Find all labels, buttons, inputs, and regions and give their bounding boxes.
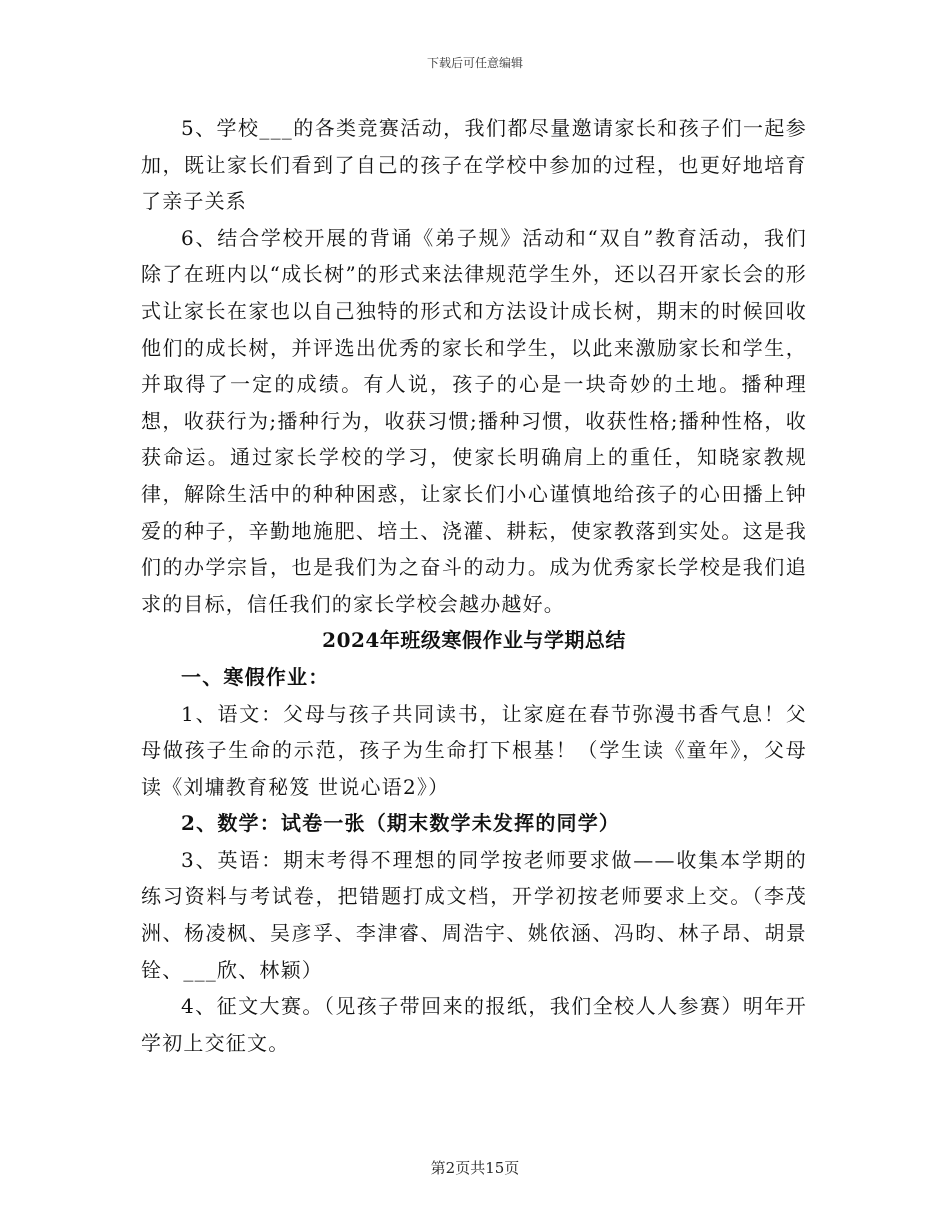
homework-item-math: 2、数学：试卷一张（期末数学未发挥的同学）	[181, 811, 621, 836]
homework-item-essay: 4、征文大赛。（见孩子带回来的报纸，我们全校人人参赛）明年开学初上交征文。	[141, 994, 807, 1055]
page-header-note: 下载后可任意编辑	[426, 56, 523, 70]
section-subheading: 一、寒假作业：	[181, 664, 330, 689]
section-title: 2024年班级寒假作业与学期总结	[322, 628, 626, 653]
homework-item-chinese: 1、语文：父母与孩子共同读书，让家庭在春节弥漫书香气息！父母做孩子生命的示范，孩子为生命打下根基！（学生读《童年》，父母读《刘墉教育秘笈 世说心语2》）	[141, 701, 807, 799]
paragraph-item-5: 5、学校___的各类竞赛活动，我们都尽量邀请家长和孩子们一起参加，既让家长们看到了自己的孩子在学校中参加的过程，也更好地培育了亲子关系	[141, 116, 807, 214]
page-number: 第2页共15页	[430, 1159, 520, 1177]
homework-item-english: 3、英语：期末考得不理想的同学按老师要求做——收集本学期的练习资料与考试卷，把错题打成文档，开学初按老师要求上交。（李茂洲、杨凌枫、吴彦孚、李津睿、周浩宇、姚依涵、冯昀、林子昂、胡景铨、___欣、林颖）	[141, 847, 807, 982]
paragraph-item-6: 6、结合学校开展的背诵《弟子规》活动和“双自”教育活动，我们除了在班内以“成长树”的形式来法律规范学生外，还以召开家长会的形式让家长在家也以自己独特的形式和方法设计成长树，期末的时候回收他们的成长树，并评选出优秀的家长和学生，以此来激励家长和学生，并取得了一定的成绩。有人说，孩子的心是一块奇妙的土地。播种理想，收获行为;播种行为，收获习惯;播种习惯，收获性格;播种性格，收获命运。通过家长学校的学习，使家长明确肩上的重任，知晓家教规律，解除生活中的种种困惑，让家长们小心谨慎地给孩子的心田播上钟爱的种子，辛勤地施肥、培土、浇灌、耕耘，使家教落到实处。这是我们的办学宗旨，也是我们为之奋斗的动力。成为优秀家长学校是我们追求的目标，信任我们的家长学校会越办越好。	[141, 225, 807, 616]
document-body	[141, 110, 807, 1061]
